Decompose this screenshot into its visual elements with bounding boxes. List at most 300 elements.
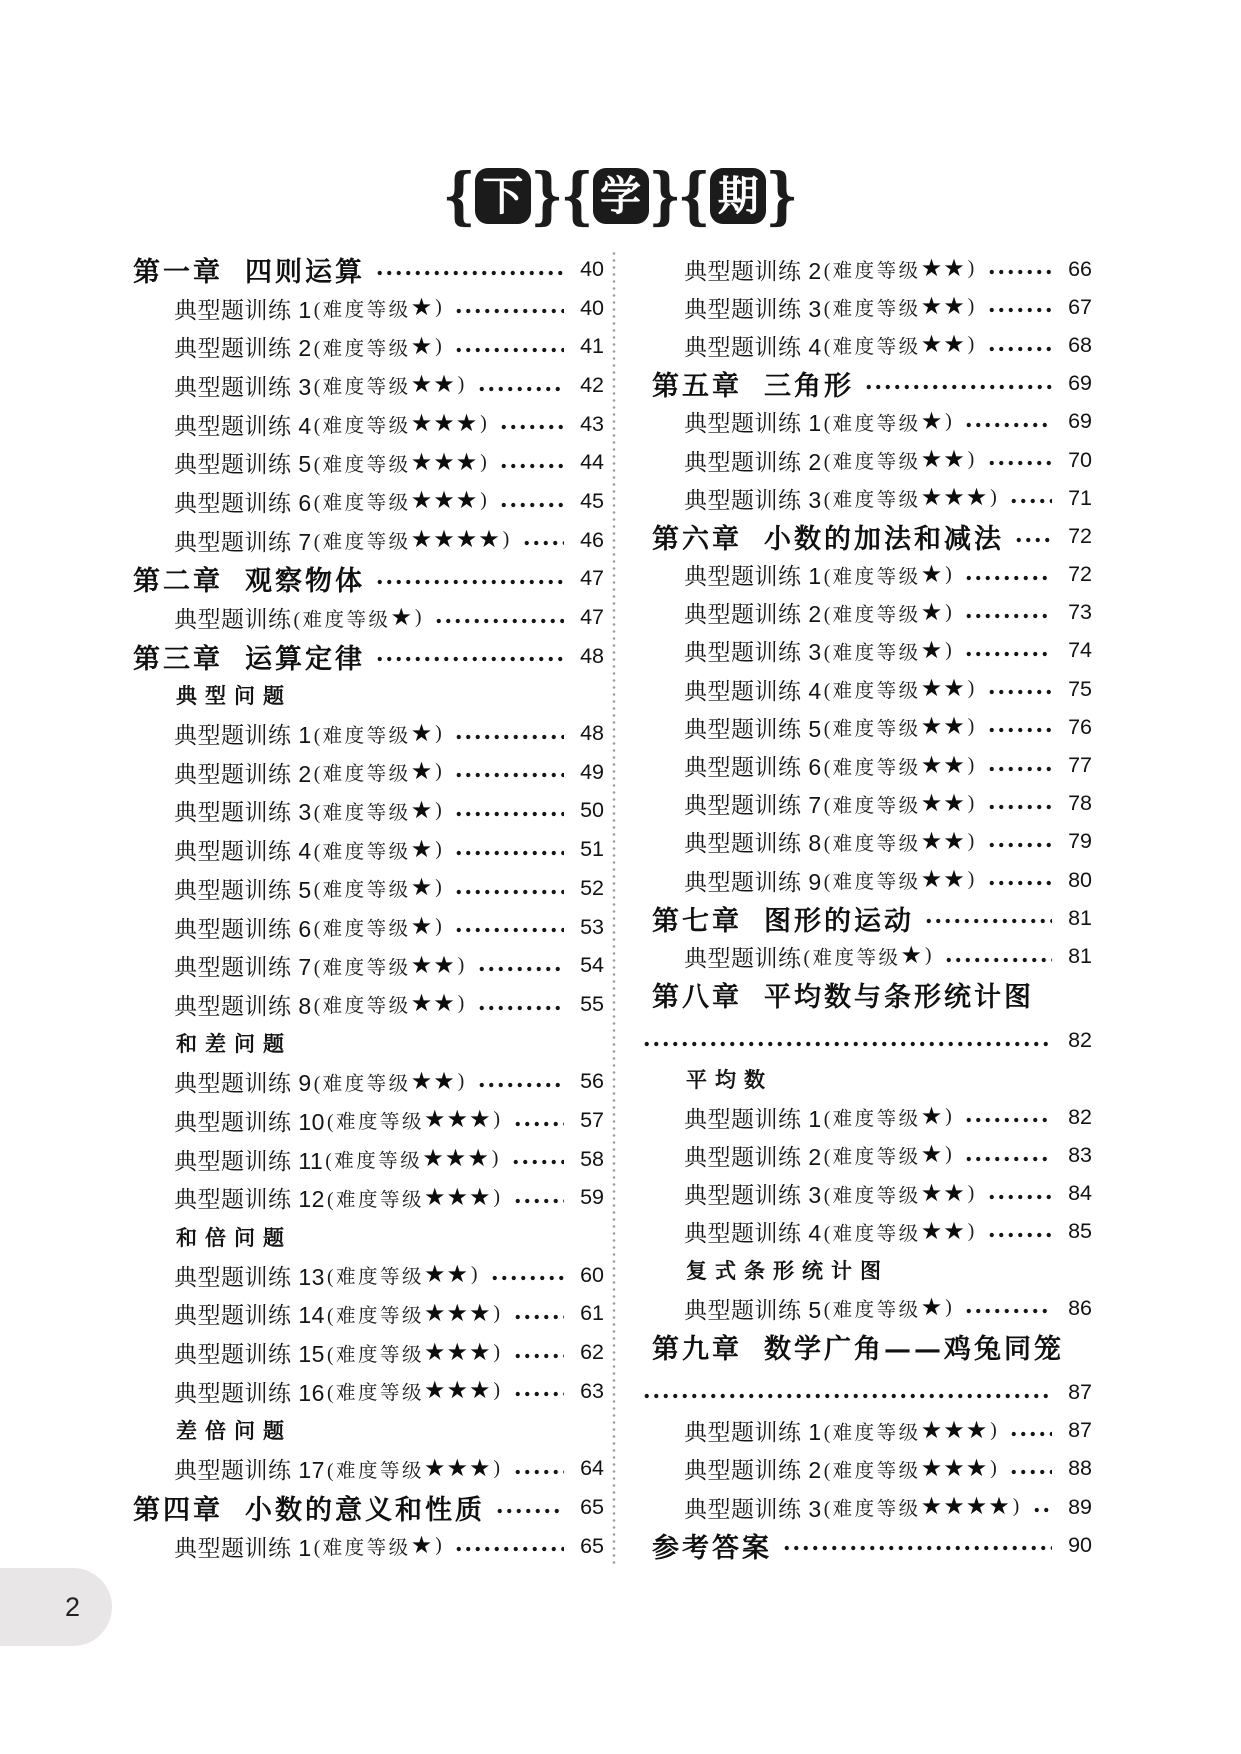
toc-entry: [640, 785, 1092, 823]
toc-subsection: [130, 676, 604, 715]
difficulty-paren-close: ): [435, 877, 445, 899]
star-rating: ★: [410, 913, 434, 941]
star-rating: ★★★: [423, 1377, 492, 1405]
difficulty-paren-close: ): [1012, 1496, 1022, 1518]
dot-leader: [511, 1140, 564, 1179]
title-char-box: [593, 168, 649, 224]
star-rating: ★: [920, 1294, 944, 1322]
dot-leader: [495, 1488, 564, 1527]
difficulty-paren-close: ): [967, 1220, 977, 1242]
chapter-number: 第二章: [133, 566, 223, 598]
star-rating: ★★★: [410, 410, 479, 438]
toc-subsection: [640, 1251, 1092, 1289]
difficulty-paren-close: ): [990, 1457, 1000, 1479]
dot-leader: [454, 1527, 564, 1566]
star-rating: ★★★: [423, 1106, 492, 1134]
difficulty-paren-close: ): [435, 838, 445, 860]
entry-label: 典型题训练 11: [174, 1147, 324, 1174]
difficulty-paren-close: ): [925, 945, 935, 967]
difficulty-paren-close: ): [435, 335, 445, 357]
title-char: 学: [600, 172, 641, 219]
page-number: 47: [580, 605, 604, 630]
toc-entry: [640, 1098, 1092, 1136]
dot-leader: [513, 1333, 564, 1372]
toc-entry: [130, 908, 604, 947]
difficulty-label: (难度等级: [823, 299, 921, 321]
toc-entry: [640, 1213, 1092, 1251]
difficulty-label: (难度等级: [325, 1151, 423, 1173]
star-rating: ★: [390, 603, 414, 631]
difficulty-paren-close: ): [480, 413, 490, 435]
chapter-title: 数学广角——鸡兔同笼: [764, 1333, 1064, 1365]
dot-leader: [454, 289, 564, 328]
chapter-number: 第一章: [133, 256, 223, 288]
page-number: 52: [580, 875, 604, 900]
dot-leader: [454, 908, 564, 947]
entry-label: 典型题训练 4: [174, 412, 312, 439]
entry-label: 典型题训练 1: [684, 1105, 822, 1132]
page-number: 61: [580, 1301, 604, 1326]
toc-entry: [130, 1101, 604, 1140]
page-number-badge: [0, 1568, 112, 1646]
dot-leader: [522, 521, 564, 560]
difficulty-paren-close: ): [945, 601, 955, 623]
subsection-label: 和倍问题: [176, 1225, 292, 1250]
page-number: 87: [1068, 1380, 1092, 1405]
toc-entry: [640, 1136, 1092, 1174]
star-rating: ★★: [920, 331, 966, 359]
page-number: 76: [1068, 714, 1092, 739]
dot-leader: [477, 1062, 564, 1101]
toc-entry: [640, 326, 1092, 364]
toc-entry: [130, 1179, 604, 1218]
toc-entry: [130, 1256, 604, 1295]
table-of-contents: [130, 250, 1096, 1565]
page-number: 43: [580, 411, 604, 436]
difficulty-label: (难度等级: [326, 1344, 424, 1366]
entry-label: 典型题训练 1: [684, 563, 822, 590]
difficulty-label: (难度等级: [313, 957, 411, 979]
dot-leader: [477, 985, 564, 1024]
entry-label: 典型题训练 8: [174, 992, 312, 1019]
toc-chapter: [130, 250, 604, 289]
difficulty-paren-close: ): [967, 869, 977, 891]
page-number: 69: [1068, 409, 1092, 434]
dot-leader: [454, 792, 564, 831]
difficulty-label: (难度等级: [313, 416, 411, 438]
dot-leader: [987, 288, 1052, 326]
toc-leader-line: [640, 1373, 1092, 1411]
chapter-title: 图形的运动: [764, 905, 914, 937]
difficulty-label: (难度等级: [823, 337, 921, 359]
difficulty-paren-close: ): [457, 1070, 467, 1092]
difficulty-paren-close: ): [990, 1419, 1000, 1441]
dot-leader: [964, 1098, 1052, 1136]
toc-subsection: [640, 1060, 1092, 1098]
difficulty-label: (难度等级: [326, 1267, 424, 1289]
dot-leader: [513, 1179, 564, 1218]
toc-entry: [640, 1488, 1092, 1526]
difficulty-paren-close: ): [967, 830, 977, 852]
difficulty-label: (难度等级: [823, 795, 921, 817]
page-number: 72: [1068, 562, 1092, 587]
chapter-title: 三角形: [764, 371, 854, 403]
dot-leader: [513, 1101, 564, 1140]
page-number: 85: [1068, 1219, 1092, 1244]
page-number: 70: [1068, 447, 1092, 472]
dot-leader: [964, 556, 1052, 594]
entry-label: 典型题训练: [174, 606, 292, 633]
star-rating: ★: [410, 796, 434, 824]
dot-leader: [454, 869, 564, 908]
dot-leader: [642, 1022, 1052, 1060]
dot-leader: [987, 1213, 1052, 1251]
page-number: 58: [580, 1146, 604, 1171]
entry-label: 典型题训练 2: [684, 1143, 822, 1170]
toc-chapter: [130, 1488, 604, 1527]
dot-leader: [1014, 517, 1052, 555]
right-brace-ornament: }: [765, 159, 799, 232]
right-brace-ornament: }: [648, 159, 681, 232]
page-number: 86: [1068, 1295, 1092, 1320]
toc-entry: [640, 441, 1092, 479]
page-number: 53: [580, 914, 604, 939]
difficulty-paren-close: ): [945, 1106, 955, 1128]
chapter-number: 第九章: [652, 1333, 742, 1365]
dot-leader: [477, 946, 564, 985]
entry-label: 典型题训练 3: [684, 295, 822, 322]
difficulty-label: (难度等级: [823, 1185, 921, 1207]
difficulty-paren-close: ): [945, 639, 955, 661]
entry-label: 典型题训练 3: [174, 373, 312, 400]
dot-leader: [1032, 1488, 1052, 1526]
dot-leader: [987, 250, 1052, 288]
entry-label: 典型题训练 12: [174, 1186, 325, 1213]
difficulty-paren-close: ): [967, 334, 977, 356]
star-rating: ★★: [920, 789, 966, 817]
difficulty-paren-close: ): [967, 678, 977, 700]
entry-label: 典型题训练 4: [684, 1220, 822, 1247]
difficulty-paren-close: ): [502, 529, 512, 551]
toc-entry: [130, 985, 604, 1024]
entry-label: 典型题训练 4: [174, 838, 312, 865]
page-number: 48: [580, 643, 604, 668]
chapter-number: 参考答案: [652, 1532, 772, 1564]
page-number: 60: [580, 1262, 604, 1287]
difficulty-paren-close: ): [435, 916, 445, 938]
difficulty-label: (难度等级: [823, 872, 921, 894]
dot-leader: [964, 632, 1052, 670]
entry-label: 典型题训练 10: [174, 1108, 325, 1135]
toc-entry: [130, 869, 604, 908]
page-number: 62: [580, 1340, 604, 1365]
page-number: 72: [1068, 523, 1092, 548]
dot-leader: [499, 482, 564, 521]
difficulty-label: (难度等级: [823, 261, 921, 283]
toc-entry: [640, 479, 1092, 517]
dot-leader: [964, 594, 1052, 632]
star-rating: ★★: [920, 866, 966, 894]
toc-entry: [130, 1527, 604, 1566]
difficulty-label: (难度等级: [313, 493, 411, 515]
difficulty-paren-close: ): [967, 449, 977, 471]
page-number: 81: [1068, 943, 1092, 968]
dot-leader: [924, 899, 1052, 937]
dot-leader: [864, 365, 1052, 403]
star-rating: ★★: [410, 990, 456, 1018]
difficulty-label: (难度等级: [326, 1189, 424, 1211]
toc-chapter: [640, 365, 1092, 403]
toc-entry: [640, 1289, 1092, 1327]
star-rating: ★: [920, 407, 944, 435]
star-rating: ★★: [920, 1217, 966, 1245]
difficulty-paren-close: ): [493, 1302, 503, 1324]
difficulty-label: (难度等级: [823, 566, 921, 588]
chapter-number: 第三章: [133, 643, 223, 675]
difficulty-label: (难度等级: [823, 604, 921, 626]
dot-leader: [513, 1449, 564, 1488]
difficulty-label: (难度等级: [823, 1147, 921, 1169]
toc-entry: [640, 861, 1092, 899]
page-number: 80: [1068, 867, 1092, 892]
page-number: 69: [1068, 371, 1092, 396]
entry-label: 典型题训练 16: [174, 1379, 325, 1406]
dot-leader: [782, 1526, 1052, 1564]
entry-label: 典型题训练 9: [684, 868, 822, 895]
entry-label: 典型题训练 6: [174, 915, 312, 942]
subsection-label: 平均数: [686, 1068, 773, 1093]
chapter-number: 第四章: [133, 1494, 223, 1526]
toc-entry: [130, 753, 604, 792]
difficulty-paren-close: ): [990, 487, 1000, 509]
toc-column-right: [616, 250, 1092, 1565]
toc-chapter: [130, 637, 604, 676]
page-number: 75: [1068, 676, 1092, 701]
difficulty-paren-close: ): [493, 1457, 503, 1479]
difficulty-label: (难度等级: [326, 1112, 424, 1134]
page-number: 90: [1068, 1532, 1092, 1557]
entry-label: 典型题训练 14: [174, 1302, 325, 1329]
entry-label: 典型题训练 9: [174, 1070, 312, 1097]
difficulty-label: (难度等级: [313, 338, 411, 360]
page-number: 40: [580, 256, 604, 281]
toc-entry: [130, 1295, 604, 1334]
page-number: 46: [580, 527, 604, 552]
entry-label: 典型题训练 5: [174, 876, 312, 903]
title-char: 下: [482, 172, 524, 219]
star-rating: ★: [920, 598, 944, 626]
toc-entry: [640, 670, 1092, 708]
difficulty-paren-close: ): [493, 1341, 503, 1363]
difficulty-label: (难度等级: [823, 1223, 921, 1245]
star-rating: ★: [410, 874, 434, 902]
dot-leader: [454, 327, 564, 366]
difficulty-paren-close: ): [945, 410, 955, 432]
difficulty-label: (难度等级: [823, 719, 921, 741]
toc-entry: [130, 1449, 604, 1488]
difficulty-paren-close: ): [967, 296, 977, 318]
chapter-number: 第五章: [652, 371, 742, 403]
difficulty-label: (难度等级: [823, 1499, 921, 1521]
entry-label: 典型题训练 5: [174, 451, 312, 478]
toc-leader-line: [640, 1022, 1092, 1060]
star-rating: ★: [410, 835, 434, 863]
toc-chapter: [640, 899, 1092, 937]
toc-subsection: [130, 1217, 604, 1256]
difficulty-label: (难度等级: [326, 1460, 424, 1482]
dot-leader: [642, 1373, 1052, 1411]
toc-chapter: [640, 517, 1092, 555]
entry-label: 典型题训练 3: [684, 486, 822, 513]
difficulty-label: (难度等级: [313, 880, 411, 902]
difficulty-label: (难度等级: [313, 1073, 411, 1095]
toc-entry: [640, 823, 1092, 861]
page-number: 2: [64, 1591, 80, 1622]
dot-leader: [987, 785, 1052, 823]
page-number: 88: [1068, 1456, 1092, 1481]
toc-chapter: [130, 560, 604, 599]
dot-leader: [454, 714, 564, 753]
page-number: 45: [580, 488, 604, 513]
entry-label: 典型题训练 3: [174, 799, 312, 826]
dot-leader: [987, 441, 1052, 479]
right-brace-ornament: }: [530, 159, 564, 232]
entry-label: 典型题训练 3: [684, 1495, 822, 1522]
toc-entry: [640, 937, 1092, 975]
star-rating: ★★: [920, 751, 966, 779]
page-number: 51: [580, 837, 604, 862]
difficulty-paren-close: ): [945, 1297, 955, 1319]
star-rating: ★: [410, 332, 434, 360]
star-rating: ★★: [410, 1067, 456, 1095]
difficulty-paren-close: ): [480, 490, 490, 512]
toc-entry: [640, 403, 1092, 441]
star-rating: ★: [410, 294, 434, 322]
page-number: 50: [580, 798, 604, 823]
star-rating: ★★: [410, 951, 456, 979]
dot-leader: [513, 1295, 564, 1334]
star-rating: ★★★: [410, 448, 479, 476]
difficulty-label: (难度等级: [823, 1300, 921, 1322]
difficulty-paren-close: ): [435, 297, 445, 319]
star-rating: ★★★★: [920, 1493, 1011, 1521]
entry-label: 典型题训练 2: [684, 601, 822, 628]
difficulty-paren-close: ): [491, 1148, 501, 1170]
dot-leader: [987, 823, 1052, 861]
star-rating: ★: [410, 1532, 434, 1560]
page-number: 65: [580, 1533, 604, 1558]
entry-label: 典型题训练 5: [684, 715, 822, 742]
difficulty-paren-close: ): [967, 716, 977, 738]
dot-leader: [987, 861, 1052, 899]
chapter-number: 第七章: [652, 905, 742, 937]
page-number: 48: [580, 721, 604, 746]
toc-entry: [130, 792, 604, 831]
star-rating: ★★★★: [410, 526, 501, 554]
difficulty-paren-close: ): [435, 761, 445, 783]
star-rating: ★★★: [422, 1145, 490, 1173]
entry-label: 典型题训练 2: [684, 257, 822, 284]
toc-chapter: [640, 976, 1092, 1014]
dot-leader: [1009, 479, 1052, 517]
difficulty-label: (难度等级: [313, 841, 411, 863]
star-rating: ★★: [920, 293, 966, 321]
left-brace-ornament: {: [442, 159, 476, 232]
chapter-title: 平均数与条形统计图: [764, 982, 1034, 1014]
difficulty-label: (难度等级: [313, 764, 411, 786]
entry-label: 典型题训练 2: [684, 1457, 822, 1484]
difficulty-label: (难度等级: [313, 532, 411, 554]
entry-label: 典型题训练: [684, 944, 802, 971]
page-number: 68: [1068, 332, 1092, 357]
star-rating: ★★★: [920, 484, 989, 512]
page-number: 59: [580, 1185, 604, 1210]
entry-label: 典型题训练 1: [174, 1534, 312, 1561]
page-number: 44: [580, 450, 604, 475]
difficulty-paren-close: ): [435, 799, 445, 821]
toc-entry: [130, 521, 604, 560]
entry-label: 典型题训练 7: [174, 954, 312, 981]
chapter-title: 小数的加法和减法: [764, 523, 1004, 555]
toc-entry: [130, 598, 604, 637]
difficulty-label: (难度等级: [823, 452, 921, 474]
dot-leader: [964, 403, 1052, 441]
difficulty-paren-close: ): [480, 451, 490, 473]
entry-label: 典型题训练 1: [174, 296, 312, 323]
difficulty-paren-close: ): [493, 1380, 503, 1402]
difficulty-paren-close: ): [967, 754, 977, 776]
toc-entry: [640, 556, 1092, 594]
title-char: 期: [717, 172, 759, 219]
difficulty-label: (难度等级: [313, 802, 411, 824]
toc-entry: [640, 746, 1092, 784]
difficulty-paren-close: ): [493, 1109, 503, 1131]
star-rating: ★★★: [423, 1338, 492, 1366]
entry-label: 典型题训练 6: [684, 754, 822, 781]
star-rating: ★: [920, 1103, 944, 1131]
difficulty-paren-close: ): [435, 722, 445, 744]
subsection-label: 和差问题: [176, 1032, 292, 1057]
page-number: 71: [1068, 485, 1092, 510]
difficulty-label: (难度等级: [823, 490, 921, 512]
page-number: 49: [580, 759, 604, 784]
entry-label: 典型题训练 15: [174, 1341, 325, 1368]
dot-leader: [987, 708, 1052, 746]
toc-entry: [130, 714, 604, 753]
dot-leader: [434, 598, 564, 637]
toc-entry: [640, 1412, 1092, 1450]
difficulty-label: (难度等级: [313, 377, 411, 399]
page-number: 83: [1068, 1142, 1092, 1167]
toc-entry: [640, 250, 1092, 288]
toc-entry: [130, 946, 604, 985]
dot-leader: [987, 1175, 1052, 1213]
entry-label: 典型题训练 2: [174, 760, 312, 787]
subsection-label: 复式条形统计图: [686, 1258, 889, 1283]
difficulty-label: (难度等级: [313, 919, 411, 941]
chapter-number: 第八章: [652, 982, 742, 1014]
toc-subsection: [130, 1411, 604, 1450]
entry-label: 典型题训练 2: [684, 448, 822, 475]
dot-leader: [499, 443, 564, 482]
page-number: 56: [580, 1069, 604, 1094]
entry-label: 典型题训练 13: [174, 1263, 325, 1290]
page-number: 64: [580, 1456, 604, 1481]
semester-title: [0, 159, 1241, 232]
toc-entry: [130, 1140, 604, 1179]
page-number: 55: [580, 991, 604, 1016]
difficulty-paren-close: ): [457, 954, 467, 976]
